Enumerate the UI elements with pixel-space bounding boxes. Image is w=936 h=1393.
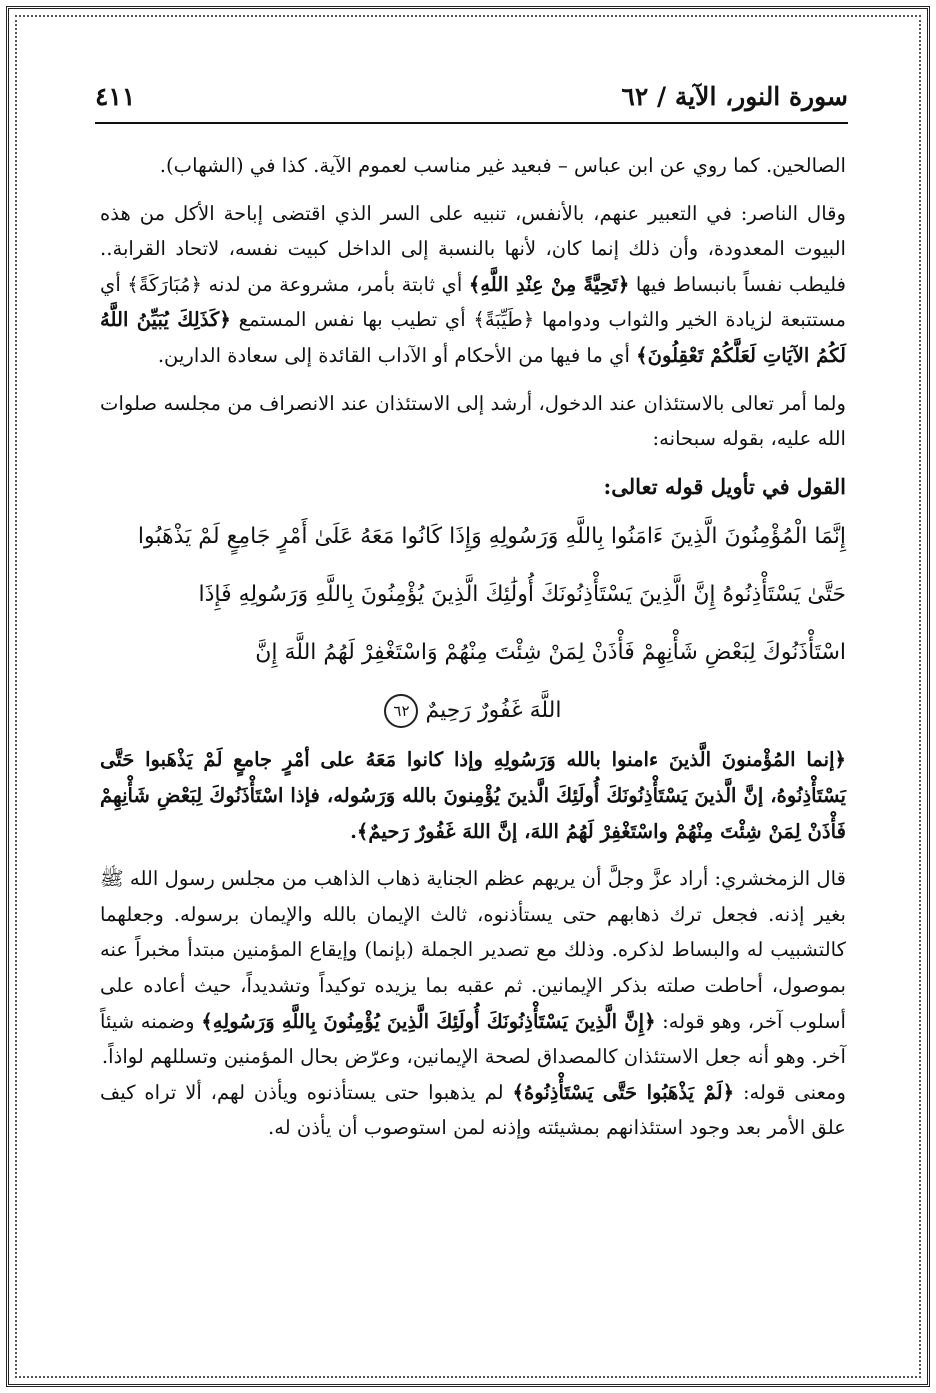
page-content xyxy=(100,148,846,1158)
paragraph-2 xyxy=(100,196,846,374)
commentary-1 xyxy=(100,861,846,1075)
quran-quote: ﴿إِنَّ الَّذِينَ يَسْتَأْذِنُونَكَ أُولَئِكَ الَّذِينَ يُؤْمِنُونَ بِاللَّهِ وَرَسُولِهِ﴾ xyxy=(201,1009,656,1033)
verse-number-badge: ٦٢ xyxy=(384,694,418,728)
section-heading: القول في تأويل قوله تعالى: xyxy=(603,473,846,499)
page-header xyxy=(95,80,848,124)
verse-line: اللَّهَ غَفُورٌ رَحِيمٌ xyxy=(425,698,562,724)
quran-quote: ﴿لَمْ يَذْهَبُوا حَتَّى يَسْتَأْذِنُوهُ﴾ xyxy=(512,1080,735,1104)
paragraph-text: الصالحين. كما روي عن ابن عباس – فبعيد غير مناسب لعموم الآية. كذا في (الشهاب). xyxy=(159,154,846,177)
paragraph-text: أي ثابتة بأمر، مشروعة من لدنه ﴿مُبَارَكَةً﴾ أي مستتبعة لزيادة الخير والثواب ودوامها ﴿طَيِّبَةً﴾ أي تطيب بها نفس المستمع xyxy=(100,272,846,332)
verse-line: إِنَّمَا الْمُؤْمِنُونَ الَّذِينَ ءَامَنُوا بِاللَّهِ وَرَسُولِهِ وَإِذَا كَانُوا مَعَهُ عَلَىٰ أَمْرٍ جَامِعٍ لَمْ يَذْهَبُوا xyxy=(137,524,846,550)
verse-line: اسْتَأْذَنُوكَ لِبَعْضِ شَأْنِهِمْ فَأْذَنْ لِمَنْ شِئْتَ مِنْهُمْ وَاسْتَغْفِرْ لَهُمُ اللَّهَ إِنَّ xyxy=(255,640,846,666)
quran-quote: ﴿تَحِيَّةً مِنْ عِنْدِ اللَّهِ﴾ xyxy=(468,272,630,296)
verse-line: حَتَّىٰ يَسْتَأْذِنُوهُ إِنَّ الَّذِينَ يَسْتَأْذِنُونَكَ أُولَٰئِكَ الَّذِينَ يُؤْمِنُونَ بِاللَّهِ وَرَسُولِهِ فَإِذَا xyxy=(198,582,846,608)
running-title: سورة النور، الآية / ٦٢ xyxy=(621,82,848,111)
verse-repeat: ﴿إنما المُؤْمنونَ الَّذينَ ءامنوا بالله وَرَسُولِهِ وإذا كانوا مَعَهُ على أمْرٍ جامعٍ لَمْ يَذْهَبوا حَتَّى يَسْتَأْذِنُوهُ، إنَّ الَّذينَ يَسْتَأْذِنُونَكَ أُولَئِكَ الَّذينَ يُؤْمِنونَ بالله وَرَسُوله، فإذا اسْتَأْذَنُوكَ لِبَعْضِ شَأْنِهِمْ فَأْذَنْ لِمَنْ شِئْتَ مِنْهُمْ واسْتَغْفِرْ لَهُمُ اللهَ، إنَّ اللهَ غَفُورٌ رَحيمٌ﴾. xyxy=(100,748,846,843)
commentary-2 xyxy=(100,1075,846,1146)
paragraph-text: أي ما فيها من الأحكام أو الآداب القائدة إلى سعادة الدارين. xyxy=(157,343,630,367)
paragraph-text: لم يذهبوا حتى يستأذنوه ويأذن لهم، ألا تراه كيف علق الأمر بعد وجود استئذانهم بمشيئته وإذنه لمن استوصوب أن يأذن له. xyxy=(100,1080,846,1140)
paragraph-3 xyxy=(100,386,846,457)
page-number: ٤١١ xyxy=(95,82,136,111)
paragraph-text: وقال الناصر: في التعبير عنهم، بالأنفس، تنبيه على السر الذي اقتضى إباحة الأكل من هذه البيوت المعدودة، وأن ذلك إنما كان، لأنها بالنسبة إلى الداخل كبيت نفسه، لاتحاد القرابة.. فليطب نفساً بانبساط فيها xyxy=(100,201,846,296)
paragraph-text: ولما أمر تعالى بالاستئذان عند الدخول، أرشد إلى الاستئذان عند الانصراف من مجلسه صلوات الله عليه، بقوله سبحانه: xyxy=(100,391,846,451)
paragraph-text: ومعنى قوله: xyxy=(742,1080,847,1104)
paragraph-text: وضمنه شيئاً آخر. وهو أنه جعل الاستئذان كالمصداق لصحة الإيمانين، وعرّض بحال المؤمنين وتسللهم لواذاً. xyxy=(100,1009,846,1069)
paragraph-1 xyxy=(100,148,846,184)
paragraph-text: قال الزمخشري: أراد عزَّ وجلَّ أن يريهم عظم الجناية ذهاب الذاهب من مجلس رسول الله ﷺ بغير إذنه. فجعل ترك ذهابهم حتى يستأذنوه، ثالث الإيمان بالله والإيمان برسوله. وجعلهما كالتشبيب له والبساط لذكره. وذلك مع تصدير الجملة (بإنما) وإيقاع المؤمنين مبتدأ مخبراً عنه بموصول، أحاطت صلته بذكر الإيمانين. ثم عقبه بما يزيده توكيداً وتشديداً، حيث أعاده على أسلوب آخر، وهو قوله: xyxy=(100,867,846,1033)
verse-line-last xyxy=(100,684,846,738)
quran-quote: ﴿كَذَلِكَ يُبَيِّنُ اللَّهُ لَكُمُ الآيَاتِ لَعَلَّكُمْ تَعْقِلُونَ﴾ xyxy=(100,308,846,367)
verse-block xyxy=(100,510,846,738)
